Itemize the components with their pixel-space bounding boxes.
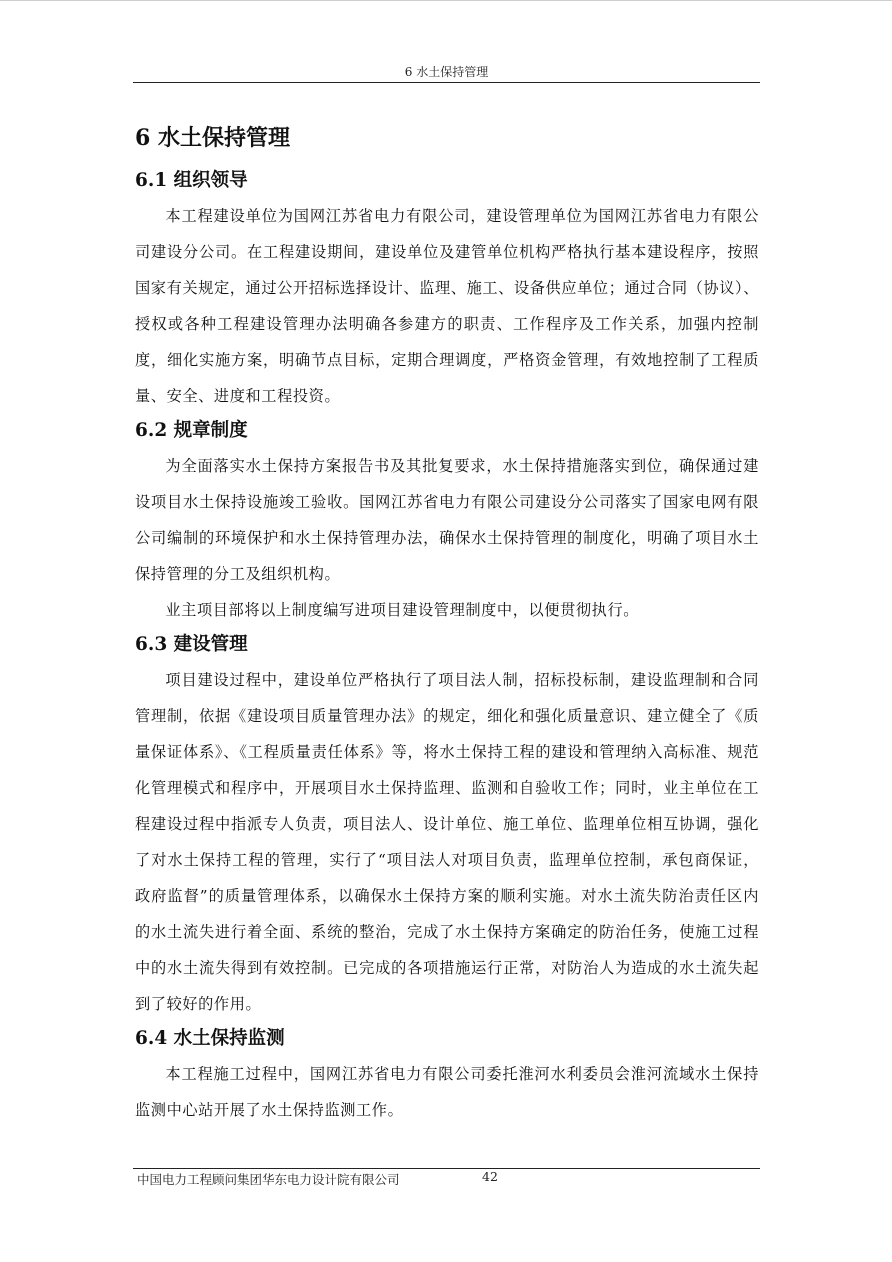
section-title-6-1: 6.1 组织领导 [135,170,248,191]
chapter-title: 6 水土保持管理 [135,125,290,151]
section-6-1-paragraph: 本工程建设单位为国网江苏省电力有限公司，建设管理单位为国网江苏省电力有限公司建设分公司。在工程建设期间，建设单位及建管单位机构严格执行基本建设程序，按照国家有关规定，通过公开招标选择设计、监理、施工、设备供应单位；通过合同（协议）、授权或各种工程建设管理办法明确各参建方的职责、工作程序及工作关系，加强内控制度，细化实施方案，明确节点目标，定期合理调度，严格资金管理，有效地控制了工程质量、安全、进度和工程投资。 [135,207,759,405]
footer-organization: 中国电力工程顾问集团华东电力设计院有限公司 [137,1172,400,1187]
document-body [135,118,759,1128]
section-title-6-2: 6.2 规章制度 [135,420,248,441]
section-title-6-3: 6.3 建设管理 [135,634,248,655]
header-rule [133,82,760,83]
section-6-3-paragraph: 项目建设过程中，建设单位严格执行了项目法人制，招标投标制，建设监理制和合同管理制，依据《建设项目质量管理办法》的规定，细化和强化质量意识、建立健全了《质量保证体系》、《工程质量责任体系》等，将水土保持工程的建设和管理纳入高标准、规范化管理模式和程序中，开展项目水土保持监理、监测和自验收工作；同时，业主单位在工程建设过程中指派专人负责，项目法人、设计单位、施工单位、监理单位相互协调，强化了对水土保持工程的管理，实行了“项目法人对项目负责，监理单位控制，承包商保证，政府监督”的质量管理体系，以确保水土保持方案的顺利实施。对水土流失防治责任区内的水土流失进行着全面、系统的整治，完成了水土保持方案确定的防治任务，使施工过程中的水土流失得到有效控制。已完成的各项措施运行正常，对防治人为造成的水土流失起到了较好的作用。 [135,671,759,1013]
section-6-4-paragraph: 本工程施工过程中，国网江苏省电力有限公司委托淮河水利委员会淮河流域水土保持监测中心站开展了水土保持监测工作。 [135,1065,759,1119]
section-title-6-4: 6.4 水土保持监测 [135,1028,285,1049]
running-header: 6 水土保持管理 [404,65,489,79]
section-6-2-paragraph-2: 业主项目部将以上制度编写进项目建设管理制度中，以便贯彻执行。 [165,601,640,619]
page-number: 42 [482,1169,498,1184]
section-6-2-paragraph-1: 为全面落实水土保持方案报告书及其批复要求，水土保持措施落实到位，确保通过建设项目水土保持设施竣工验收。国网江苏省电力有限公司建设分公司落实了国家电网有限公司编制的环境保护和水土保持管理办法，确保水土保持管理的制度化，明确了项目水土保持管理的分工及组织机构。 [135,457,759,583]
page-top-border [0,0,892,1]
footer-rule [133,1168,760,1169]
